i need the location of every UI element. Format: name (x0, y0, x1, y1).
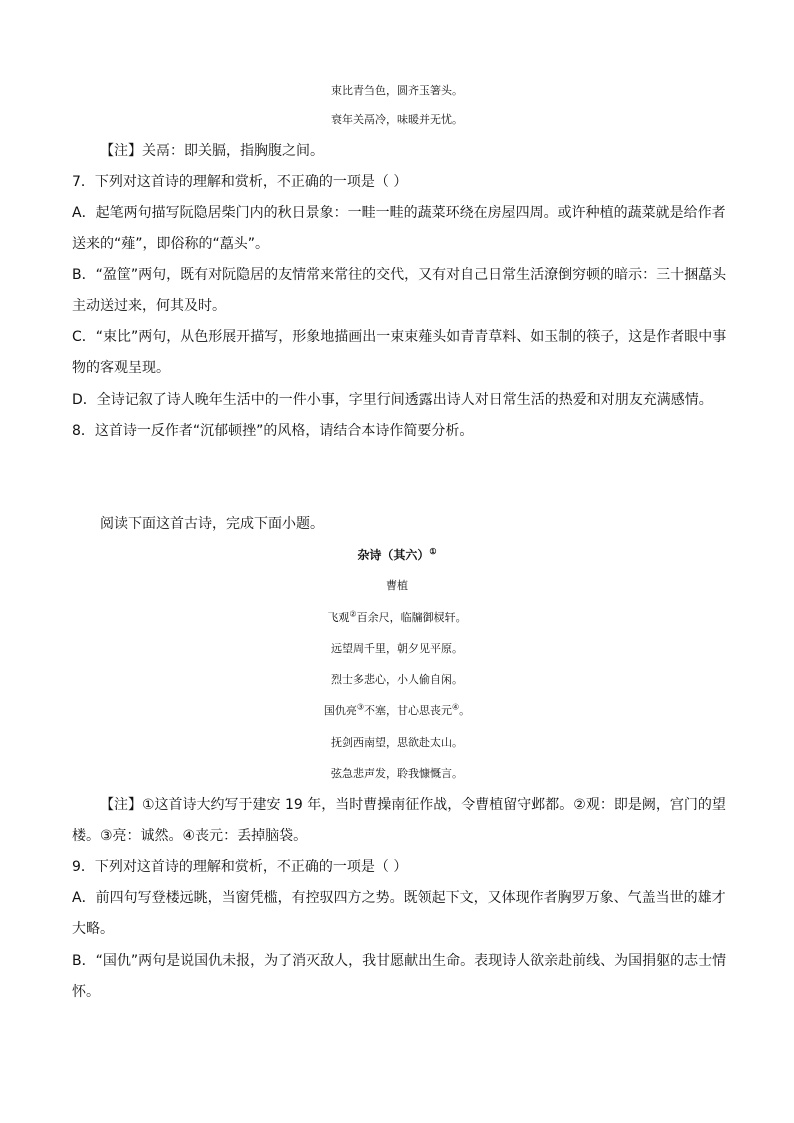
note-text: 【注】①这首诗大约写于建安 19 年，当时曹操南征作战，令曹植留守邺都。②观：即是阙，宫门的望 (100, 797, 726, 813)
option-c: C．“束比”两句，从色形展开描写，形象地描画出一束束薤头如青青草料、如玉制的筷子，这是作者眼中事 (72, 329, 727, 345)
poem-line: 束比青刍色，圆齐玉箸头。 (331, 84, 463, 97)
option-a: A．前四句写登楼远眺，当窗凭槛，有控驭四方之势。既领起下文，又体现作者胸罗万象、气盖当世的雄才 (72, 890, 726, 906)
reading-intro: 阅读下面这首古诗，完成下面小题。 (100, 516, 324, 532)
poem-line: 飞观②百余尺，临牖御棂轩。 (327, 609, 467, 624)
option-b-cont: 主动送过来，何其及时。 (72, 298, 226, 314)
option-b: B．“国仇”两句是说国仇未报，为了消灭敌人，我甘愿献出生命。表现诗人欲亲赴前线、为国捐躯的志士情 (72, 953, 727, 969)
question-stem: 7．下列对这首诗的理解和赏析，不正确的一项是（ ） (72, 174, 408, 190)
poem-title: 杂诗（其六）① (357, 546, 437, 562)
poem-line: 烈士多悲心，小人偷自闲。 (331, 673, 463, 686)
poem-line: 抚剑西南望，思欲赴太山。 (331, 736, 463, 749)
poem-line: 远望周千里，朝夕见平原。 (331, 642, 463, 655)
option-b-cont: 怀。 (72, 984, 100, 1000)
question-stem: 9．下列对这首诗的理解和赏析，不正确的一项是（ ） (72, 859, 408, 875)
poem-author: 曹植 (386, 579, 408, 592)
note-text-cont: 楼。③亮：诚然。④丧元：丢掉脑袋。 (72, 828, 308, 844)
question-stem: 8．这首诗一反作者“沉郁顿挫”的风格，请结合本诗作简要分析。 (72, 423, 474, 439)
option-d: D．全诗记叙了诗人晚年生活中的一件小事，字里行间透露出诗人对日常生活的热爱和对朋友充满感情。 (72, 392, 713, 408)
option-a-cont: 送来的“薤”，即俗称的“藠头”。 (72, 236, 270, 252)
option-a-cont: 大略。 (72, 921, 114, 937)
option-a: A．起笔两句描写阮隐居柴门内的秋日景象：一畦一畦的蔬菜环绕在房屋四周。或许种植的蔬菜就是给作者 (72, 205, 726, 221)
poem-line: 国仇亮③不塞，甘心思丧元④。 (323, 702, 471, 717)
option-b: B．“盈筐”两句，既有对阮隐居的友情常来常往的交代，又有对自己日常生活潦倒穷顿的暗示：三十捆藠头 (72, 267, 727, 283)
poem-line: 弦急悲声发，聆我慷慨言。 (331, 767, 463, 780)
poem-line: 衰年关鬲冷，味暖并无忧。 (331, 113, 463, 126)
note-text: 【注】关鬲：即关膈，指胸腹之间。 (100, 143, 324, 159)
option-c-cont: 物的客观呈现。 (72, 360, 170, 376)
